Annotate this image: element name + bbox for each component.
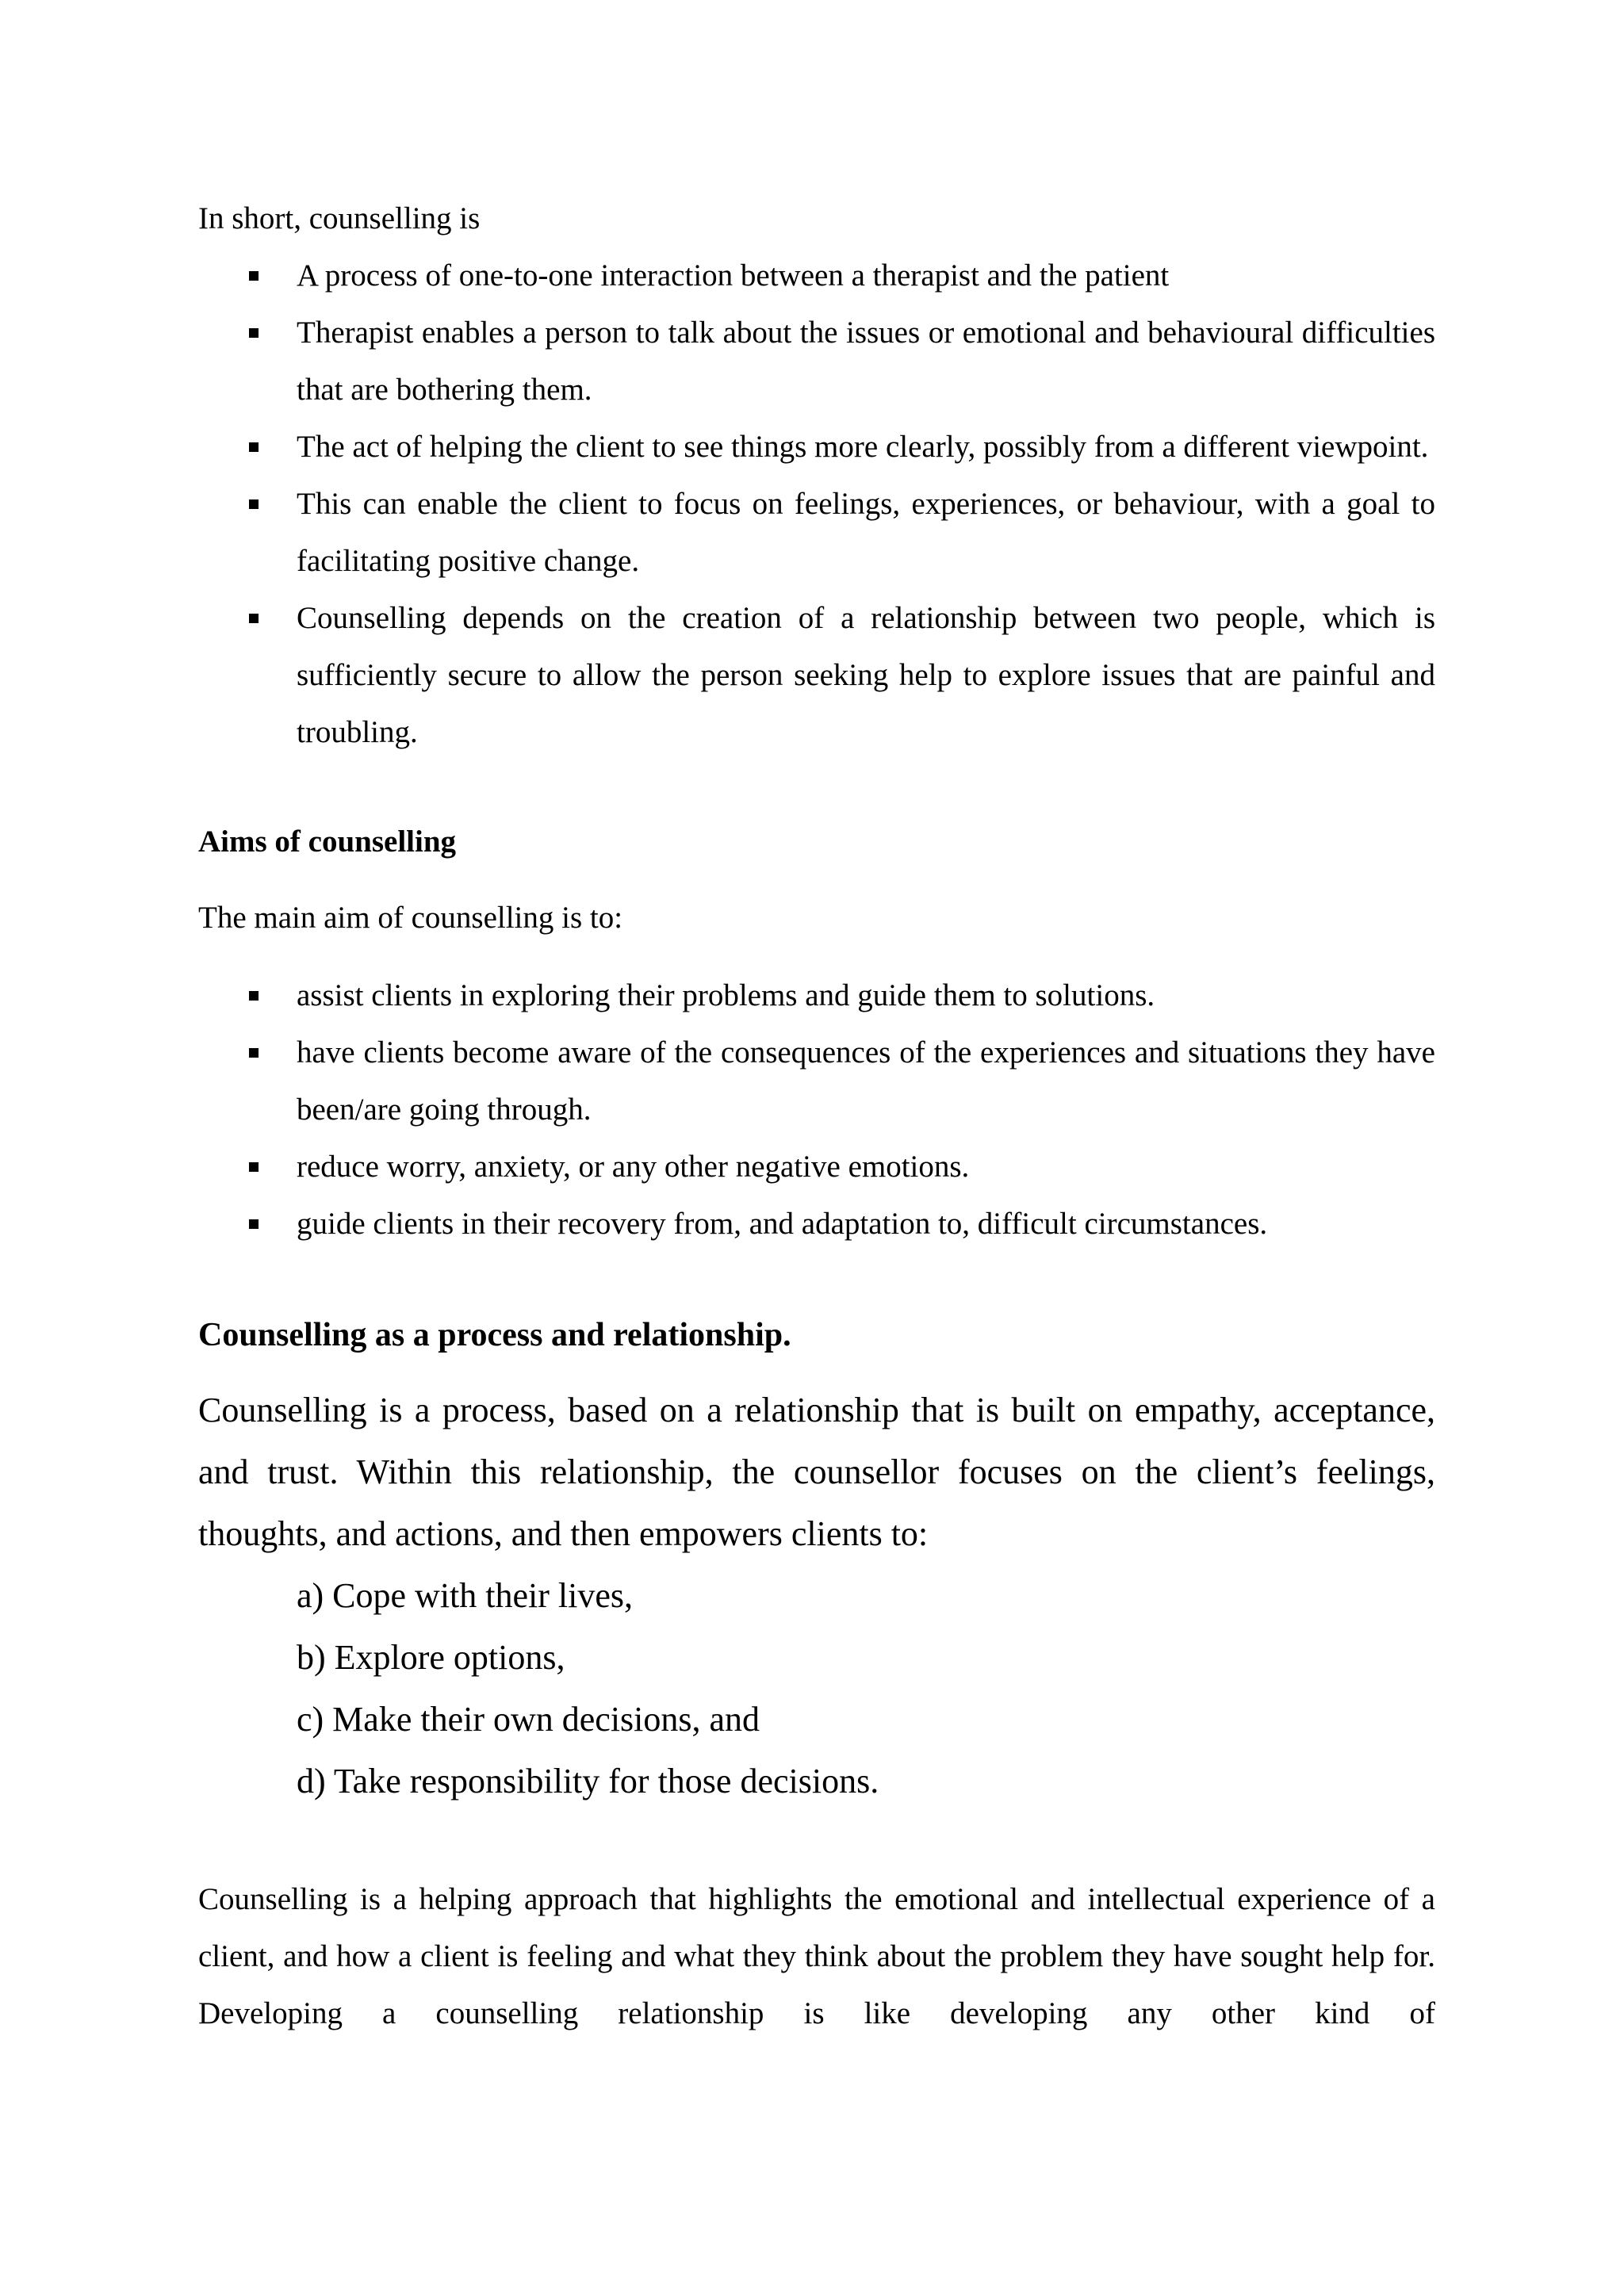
closing-paragraph: Counselling is a helping approach that highlights the emotional and intellectual experience of a client, and how a client is feeling and what they think about the problem they have sought help for. Developing a counselling relationship is like developing any other kind of bbox=[198, 1882, 1435, 2030]
list-item: have clients become aware of the consequences of the experiences and situations they have been/are going through. bbox=[198, 1024, 1435, 1138]
list-item: assist clients in exploring their problems and guide them to solutions. bbox=[198, 967, 1435, 1024]
list-item: a) Cope with their lives, bbox=[297, 1576, 634, 1615]
square-bullet-icon bbox=[249, 1162, 259, 1172]
square-bullet-icon bbox=[249, 271, 259, 281]
square-bullet-icon bbox=[249, 1219, 259, 1229]
aims-list bbox=[198, 967, 1435, 1253]
square-bullet-icon bbox=[249, 499, 259, 509]
process-paragraph: Counselling is a process, based on a relationship that is built on empathy, acceptance, and trust. Within this relationship, the counsellor focuses on the client’s feelings, thoughts, and actions, and then empowers clients to: bbox=[198, 1391, 1435, 1553]
square-bullet-icon bbox=[249, 991, 259, 1001]
aims-heading: Aims of counselling bbox=[198, 825, 457, 859]
list-item: A process of one-to-one interaction between a therapist and the patient bbox=[198, 247, 1435, 304]
process-heading: Counselling as a process and relationship. bbox=[198, 1317, 791, 1353]
definition-list bbox=[198, 247, 1435, 761]
square-bullet-icon bbox=[249, 328, 259, 338]
square-bullet-icon bbox=[249, 614, 259, 623]
document-page bbox=[198, 190, 1435, 2042]
list-item: reduce worry, anxiety, or any other negative emotions. bbox=[198, 1138, 1435, 1196]
intro-text: In short, counselling is bbox=[198, 201, 481, 235]
square-bullet-icon bbox=[249, 1048, 259, 1058]
list-item: Counselling depends on the creation of a relationship between two people, which is sufficiently secure to allow the person seeking help to explore issues that are painful and troubling. bbox=[198, 590, 1435, 761]
list-item: c) Make their own decisions, and bbox=[297, 1700, 760, 1739]
list-item: guide clients in their recovery from, and adaptation to, difficult circumstances. bbox=[198, 1196, 1435, 1253]
list-item: b) Explore options, bbox=[297, 1638, 565, 1677]
aims-intro: The main aim of counselling is to: bbox=[198, 901, 623, 935]
empower-list bbox=[198, 1565, 1435, 1812]
list-item: Therapist enables a person to talk about the issues or emotional and behavioural difficulties that are bothering them. bbox=[198, 304, 1435, 419]
list-item: This can enable the client to focus on feelings, experiences, or behaviour, with a goal to facilitating positive change. bbox=[198, 476, 1435, 590]
list-item: The act of helping the client to see things more clearly, possibly from a different viewpoint. bbox=[198, 419, 1435, 476]
list-item: d) Take responsibility for those decisions. bbox=[297, 1762, 879, 1800]
square-bullet-icon bbox=[249, 442, 259, 452]
